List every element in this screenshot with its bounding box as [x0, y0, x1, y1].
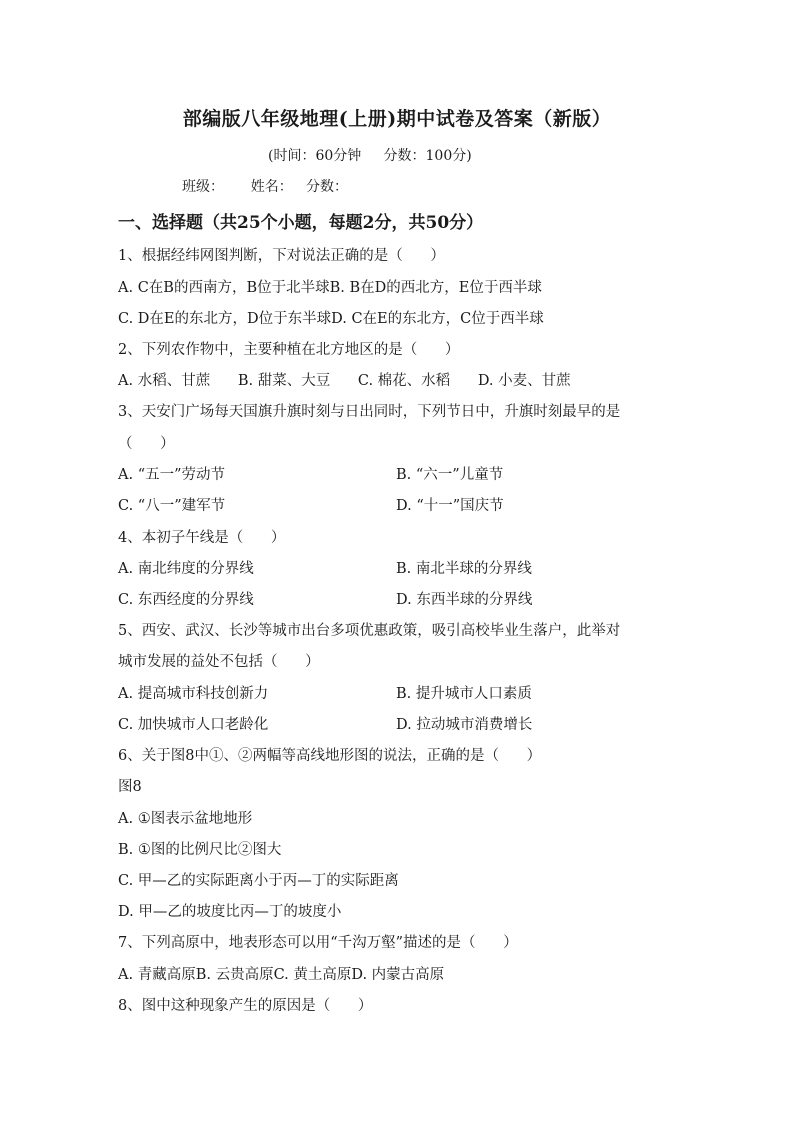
question-8-stem: 8、图中这种现象产生的原因是（ ） [118, 998, 373, 1014]
question-3-option-b: B. “六一”儿童节 [396, 467, 504, 483]
question-4-option-a: A. 南北纬度的分界线 [118, 561, 254, 577]
question-7-stem: 7、下列高原中，地表形态可以用“千沟万壑”描述的是（ ） [118, 935, 518, 951]
question-1-options-cd: C. D在E的东北方，D位于东半球D. C在E的东北方，C位于西半球 [118, 311, 544, 327]
question-5-option-b: B. 提升城市人口素质 [396, 686, 532, 702]
question-6-stem: 6、关于图8中①、②两幅等高线地形图的说法，正确的是（ ） [118, 748, 542, 764]
question-4-option-c: C. 东西经度的分界线 [118, 592, 254, 608]
student-info: 班级： 姓名： 分数： [182, 179, 349, 195]
question-3-option-d: D. “十一”国庆节 [396, 498, 504, 514]
question-6-figure-label: 图8 [118, 779, 142, 795]
question-5-stem-cont: 城市发展的益处不包括（ ） [118, 654, 320, 670]
question-5-stem: 5、西安、武汉、长沙等城市出台多项优惠政策，吸引高校毕业生落户，此举对 [118, 623, 621, 639]
question-6-option-c: C. 甲—乙的实际距离小于丙—丁的实际距离 [118, 873, 399, 889]
exam-title: 部编版八年级地理(上册)期中试卷及答案（新版） [182, 108, 612, 130]
question-4-option-d: D. 东西半球的分界线 [396, 592, 533, 608]
question-6-option-a: A. ①图表示盆地地形 [118, 811, 253, 827]
question-2-options: A. 水稻、甘蔗 B. 甜菜、大豆 C. 棉花、水稻 D. 小麦、甘蔗 [118, 373, 571, 389]
question-3-option-a: A. “五一”劳动节 [118, 467, 226, 483]
question-1-stem: 1、根据经纬网图判断，下对说法正确的是（ ） [118, 248, 445, 264]
exam-meta: (时间：60分钟 分数：100分) [268, 148, 472, 164]
question-3-stem: 3、天安门广场每天国旗升旗时刻与日出同时，下列节日中，升旗时刻最早的是 [118, 404, 621, 420]
question-4-stem: 4、本初子午线是（ ） [118, 530, 286, 546]
question-3-option-c: C. “八一”建军节 [118, 498, 226, 514]
question-2-stem: 2、下列农作物中，主要种植在北方地区的是（ ） [118, 342, 460, 358]
question-6-option-b: B. ①图的比例尺比②图大 [118, 842, 282, 858]
question-1-options-ab: A. C在B的西南方，B位于北半球B. B在D的西北方，E位于西半球 [118, 280, 542, 296]
question-5-option-c: C. 加快城市人口老龄化 [118, 717, 269, 733]
section-heading: 一、选择题（共25个小题，每题2分，共50分） [118, 213, 484, 233]
question-3-stem-cont: （ ） [118, 436, 175, 452]
question-5-option-d: D. 拉动城市消费增长 [396, 717, 533, 733]
question-7-options: A. 青藏高原B. 云贵高原C. 黄土高原D. 内蒙古高原 [118, 967, 445, 983]
question-5-option-a: A. 提高城市科技创新力 [118, 686, 269, 702]
question-4-option-b: B. 南北半球的分界线 [396, 561, 532, 577]
question-6-option-d: D. 甲—乙的坡度比丙—丁的坡度小 [118, 904, 342, 920]
